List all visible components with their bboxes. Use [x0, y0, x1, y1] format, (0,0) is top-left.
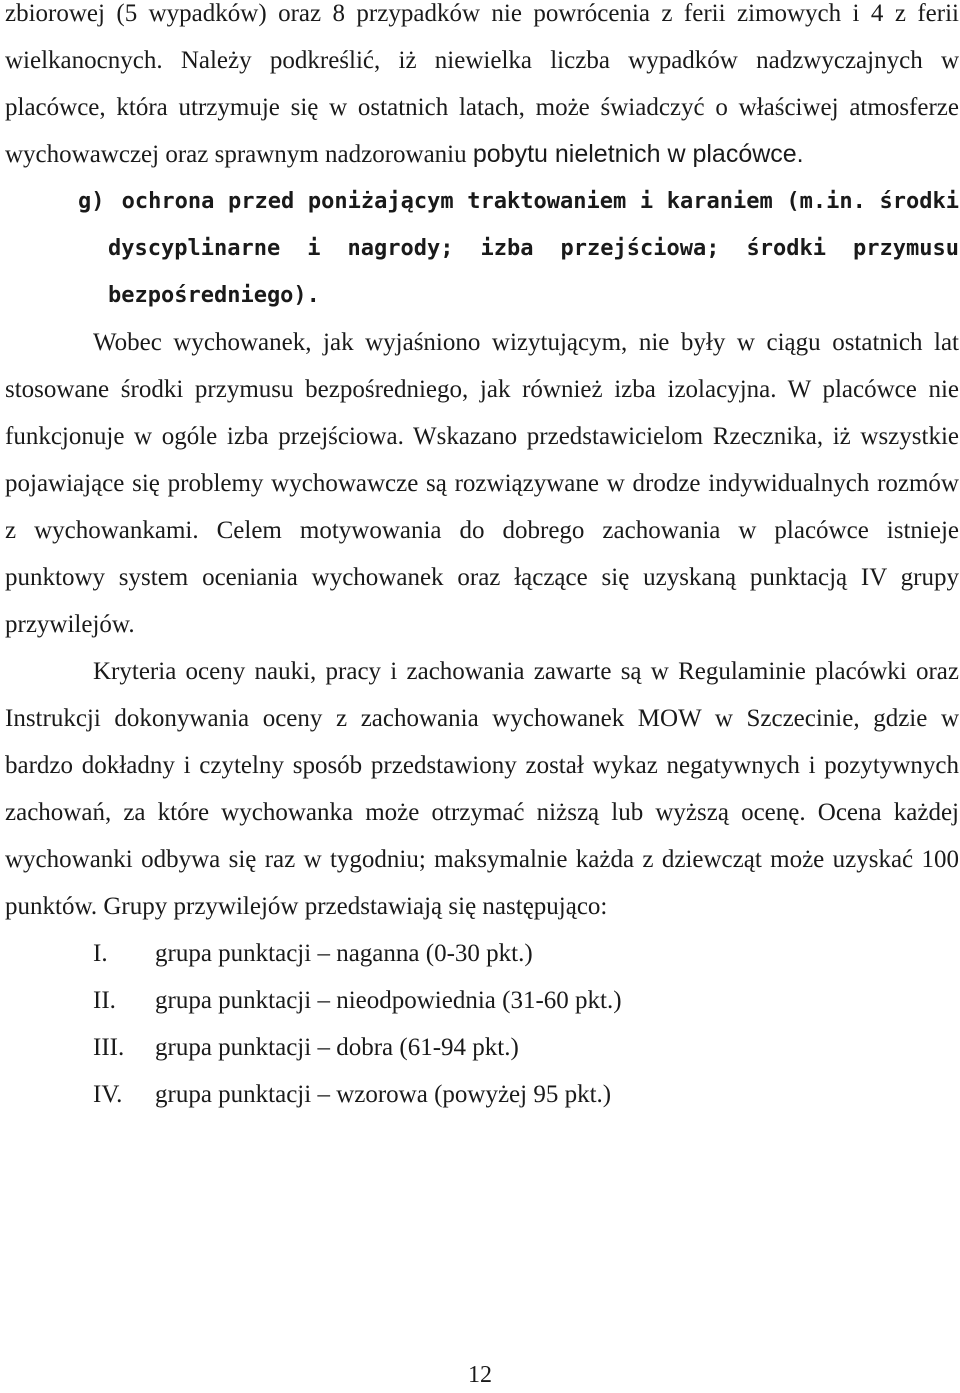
- paragraph-coercion: Wobec wychowanek, jak wyjaśniono wizytującym, nie były w ciągu ostatnich lat stosowane środki przymusu bezpośredniego, jak również izba izolacyjna. W placówce nie funkcjonuje w ogóle izba przejściowa. Wskazano przedstawicielom Rzecznika, iż wszystkie pojawiające się problemy wychowawcze są rozwiązywane w drodze indywidualnych rozmów z wychowankami. Celem motywowania do dobrego zachowania w placówce istnieje punktowy system oceniania wychowanek oraz łączące się uzyskaną punktacją IV grupy przywilejów.: [5, 329, 959, 638]
- section-heading-text: ochrona przed poniżającym traktowaniem i karaniem (m.in. środki dyscyplinarne i nagrody; izba przejściowa; środki przymusu bezpośredniego).: [108, 189, 959, 308]
- list-item-number: IV.: [93, 1081, 123, 1108]
- list-item-text: grupa punktacji – nieodpowiednia (31-60 pkt.): [155, 987, 622, 1014]
- paragraph-intro-text: zbiorowej (5 wypadków) oraz 8 przypadków nie powrócenia z ferii zimowych i 4 z ferii wielkanocnych. Należy podkreślić, iż niewielka liczba wypadków nadzwyczajnych w placówce, która utrzymuje się w ostatnich latach, może świadczyć o właściwej atmosferze wychowawczej oraz sprawnym nadzorowaniu: [5, 0, 959, 168]
- list-item-number: I.: [93, 940, 108, 967]
- list-item-text: grupa punktacji – wzorowa (powyżej 95 pkt.): [155, 1081, 612, 1108]
- page-number: 12: [468, 1362, 492, 1388]
- list-item: [5, 1071, 959, 1118]
- section-heading-letter: g): [78, 189, 105, 214]
- list-item-number: III.: [93, 1034, 125, 1061]
- list-item-text: grupa punktacji – naganna (0-30 pkt.): [155, 940, 533, 967]
- paragraph-criteria: Kryteria oceny nauki, pracy i zachowania zawarte są w Regulaminie placówki oraz Instrukcji dokonywania oceny z zachowania wychowanek MOW w Szczecinie, gdzie w bardzo dokładny i czytelny sposób przedstawiony został wykaz negatywnych i pozytywnych zachowań, za które wychowanka może otrzymać niższą lub wyższą ocenę. Ocena każdej wychowanki odbywa się raz w tygodniu; maksymalnie każda z dziewcząt może uzyskać 100 punktów. Grupy przywilejów przedstawiają się następująco:: [5, 658, 959, 920]
- list-item: [5, 977, 959, 1024]
- paragraph-intro: [5, 0, 959, 178]
- list-item-text: grupa punktacji – dobra (61-94 pkt.): [155, 1034, 519, 1061]
- list-item: [5, 930, 959, 977]
- section-heading: [5, 178, 959, 319]
- list-item-number: II.: [93, 987, 116, 1014]
- paragraph-intro-text-sans: pobytu nieletnich w placówce.: [472, 140, 804, 168]
- list-item: [5, 1024, 959, 1071]
- document-page: [5, 0, 959, 1118]
- privilege-groups-list: [5, 930, 959, 1118]
